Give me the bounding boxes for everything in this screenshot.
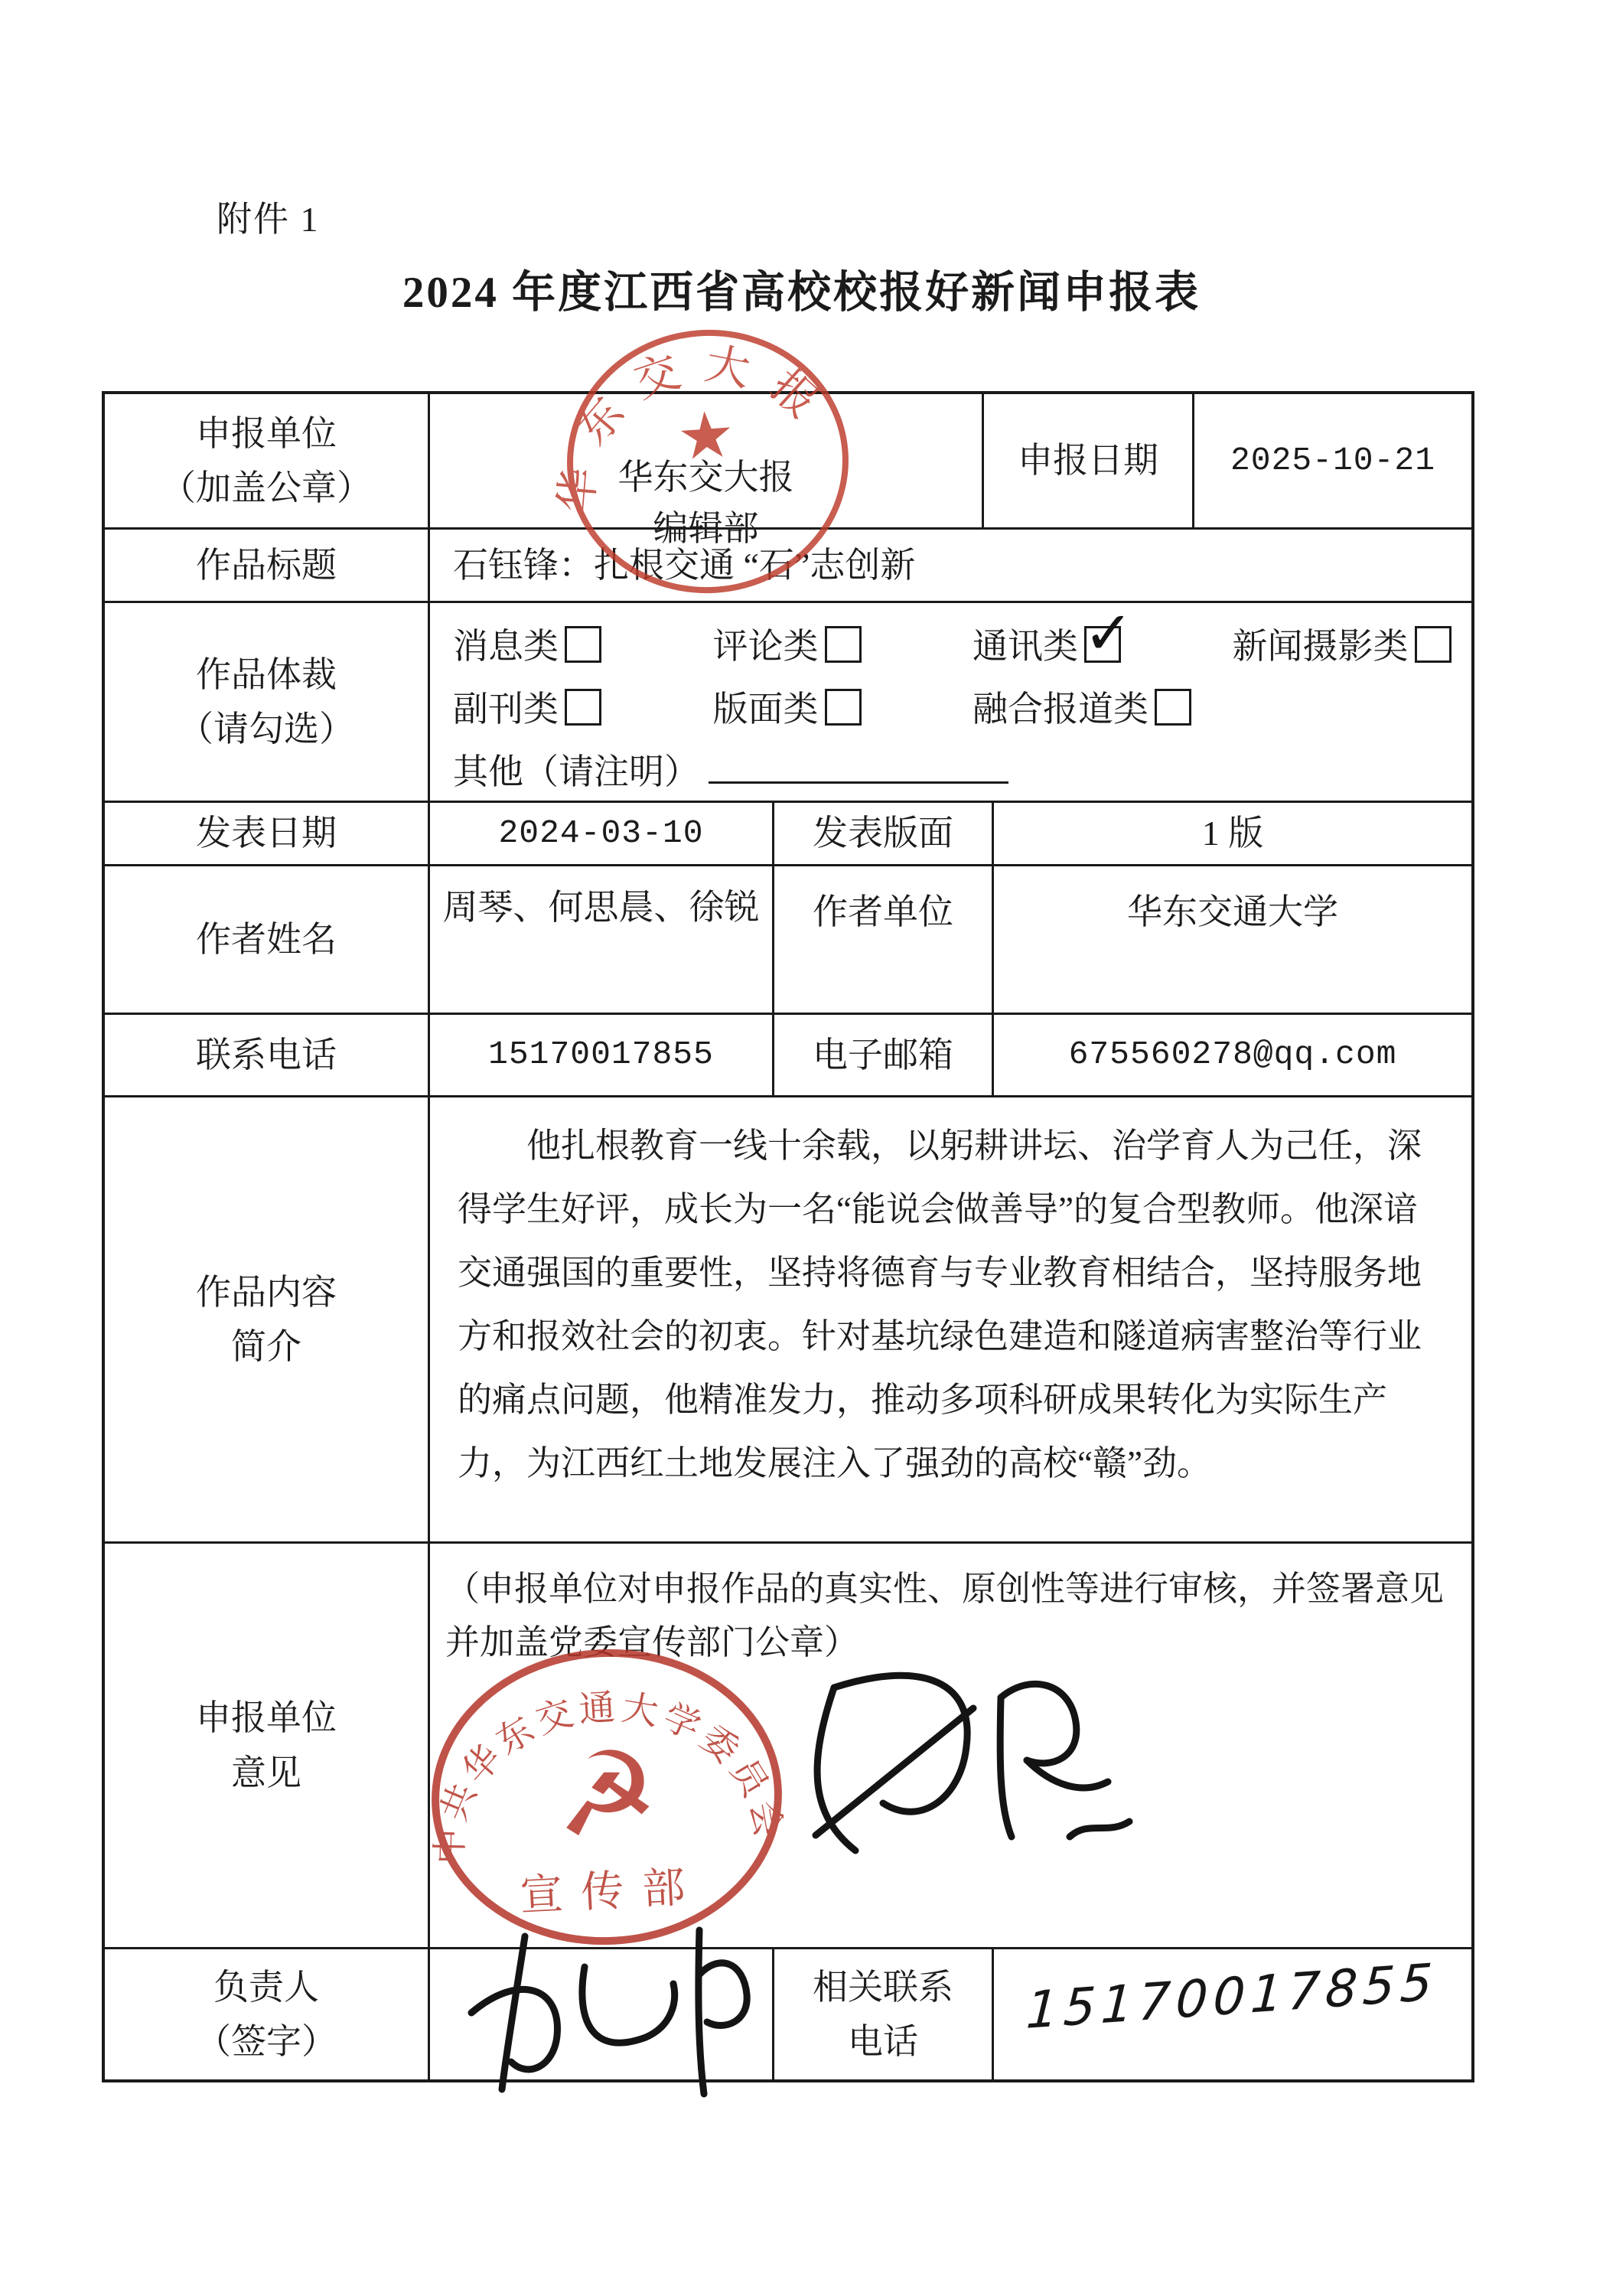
opinion-note: （申报单位对申报作品的真实性、原创性等进行审核，并签署意见并加盖党委宣传部门公章） [445, 1570, 1445, 1662]
work-title-label: 作品标题 [105, 530, 430, 601]
row-opinion [105, 1544, 1471, 1949]
genre-other-label: 其他（请注明） [453, 752, 699, 791]
genre-option-photography: 新闻摄影类 [1233, 627, 1451, 666]
row-declare-unit [105, 394, 1471, 548]
declare-unit-label: 申报单位 （加盖公章） [105, 394, 430, 527]
contact-phone-label: 联系电话 [105, 1015, 430, 1095]
genre-line-2 [453, 678, 1191, 741]
checkbox-layout [825, 689, 862, 726]
checkbox-supplement [565, 689, 601, 726]
application-form-table [102, 391, 1474, 2082]
genre-option-converged: 融合报道类 [973, 690, 1191, 729]
genre-option-comment: 评论类 [713, 627, 862, 666]
row-intro [105, 1097, 1471, 1544]
author-unit-value: 华东交通大学 [1127, 892, 1338, 931]
declare-unit-value: 华东交大报 编辑部 [430, 394, 984, 527]
row-contact [105, 1015, 1471, 1097]
work-title-value: 石钰锋：扎根交通 “石”志创新 [453, 545, 916, 585]
email-label: 电子邮箱 [774, 1015, 994, 1095]
contact-phone-value: 15170017855 [430, 1015, 774, 1095]
publish-date-value: 2024-03-10 [430, 803, 774, 864]
publish-date-label: 发表日期 [105, 803, 430, 864]
attachment-label: 附件 1 [217, 200, 320, 239]
checkbox-news [565, 626, 601, 663]
party-stamp-arc-text: 中共华东交通大学委员会 [430, 1688, 790, 1865]
checkbox-comment [825, 626, 862, 663]
row-work-title [105, 530, 1471, 603]
row-publish-date [105, 803, 1471, 866]
authors-label: 作者姓名 [105, 866, 430, 1013]
opinion-label: 申报单位 意见 [105, 1544, 430, 1947]
genre-option-news: 消息类 [453, 627, 601, 666]
checkbox-photography [1415, 626, 1451, 663]
publish-page-label: 发表版面 [774, 803, 994, 864]
intro-text: 他扎根教育一线十余载，以躬耕讲坛、治学育人为己任，深得学生好评，成长为一名“能说会做善导”的复合型教师。他深谙交通强国的重要性，坚持将德育与专业教育相结合，坚持服务地方和报效社会的初衷。针对基坑绿色建造和隧道病害整治等行业的痛点问题，他精准发力，推动多项科研成果转化为实际生产力，为江西红土地发展注入了强劲的高校“赣”劲。 [458, 1127, 1422, 1482]
publish-page-value: 1 版 [1201, 814, 1264, 853]
responsible-label: 负责人 （签字） [105, 1949, 430, 2079]
genre-option-communication: 通讯类 ✓ [973, 627, 1121, 666]
page-title: 2024 年度江西省高校校报好新闻申报表 [402, 269, 1201, 317]
hammer-sickle-icon: ☭ [552, 1725, 662, 1864]
related-phone-label: 相关联系 电话 [774, 1949, 994, 2079]
authors-value: 周琴、何思晨、徐锐 [430, 866, 774, 1013]
email-value: 675560278@qq.com [1068, 1035, 1397, 1074]
checkbox-converged [1155, 689, 1191, 726]
row-genre [105, 603, 1471, 803]
declare-date-value: 2025-10-21 [1230, 441, 1436, 479]
editorial-stamp-arc-text: 华东交大报 [551, 338, 842, 515]
genre-other-blank [709, 752, 1008, 784]
row-authors [105, 866, 1471, 1015]
genre-line-1 [453, 615, 1451, 678]
genre-option-layout: 版面类 [713, 690, 862, 729]
responsible-signature-cell [430, 1949, 774, 2079]
intro-label: 作品内容 简介 [105, 1097, 430, 1541]
handwritten-related-phone: 15170017855 [1025, 1952, 1439, 2041]
genre-label: 作品体裁 （请勾选） [105, 603, 430, 801]
party-stamp-bottom-text: 宣传部 [519, 1863, 705, 1921]
author-unit-label: 作者单位 [774, 866, 994, 1013]
genre-line-3 [453, 741, 1008, 804]
star-icon: ★ [674, 396, 738, 475]
declare-date-label: 申报日期 [984, 394, 1194, 527]
genre-option-supplement: 副刊类 [453, 690, 601, 729]
checkbox-communication [1084, 626, 1121, 663]
genre-options [430, 603, 1471, 801]
